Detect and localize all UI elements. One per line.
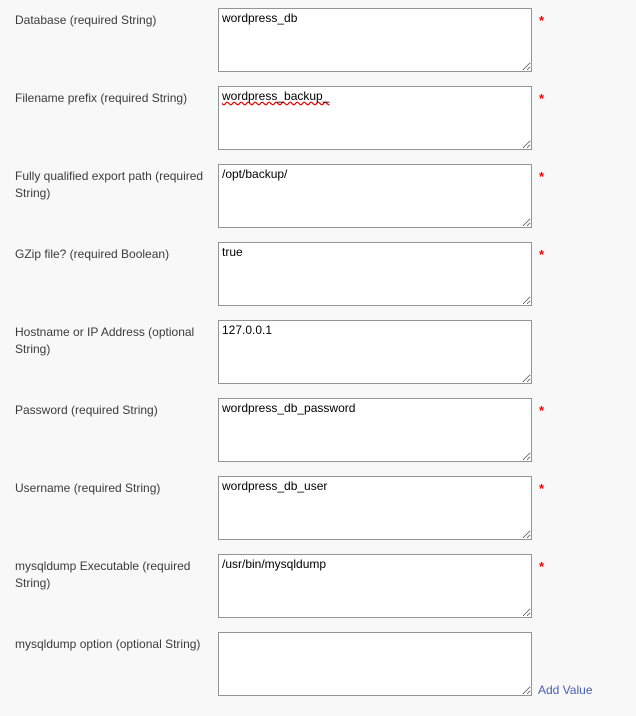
form-field-row bbox=[0, 86, 636, 150]
form-field-row bbox=[0, 554, 636, 618]
field-label: Hostname or IP Address (optional String) bbox=[15, 325, 195, 356]
form-field-row bbox=[0, 8, 636, 72]
required-asterisk: * bbox=[539, 13, 545, 28]
add-value-link[interactable]: Add Value bbox=[538, 683, 593, 697]
field-input-wrap bbox=[218, 476, 532, 540]
field-input-wrap bbox=[218, 398, 532, 462]
required-asterisk: * bbox=[539, 481, 545, 496]
form-field-row bbox=[0, 242, 636, 306]
required-asterisk: * bbox=[539, 559, 545, 574]
field-textarea[interactable] bbox=[218, 86, 532, 150]
field-input-wrap bbox=[218, 8, 532, 72]
field-input-wrap bbox=[218, 86, 532, 150]
field-input-wrap bbox=[218, 632, 532, 696]
form-field-row bbox=[0, 476, 636, 540]
field-textarea[interactable] bbox=[218, 632, 532, 696]
required-asterisk: * bbox=[539, 91, 545, 106]
required-asterisk: * bbox=[539, 169, 545, 184]
field-label: Fully qualified export path (required String) bbox=[15, 169, 204, 200]
field-label: mysqldump option (optional String) bbox=[15, 637, 201, 651]
field-label: GZip file? (required Boolean) bbox=[15, 247, 170, 261]
form-field-row bbox=[0, 164, 636, 228]
field-label: Filename prefix (required String) bbox=[15, 91, 188, 105]
required-asterisk bbox=[539, 632, 549, 638]
field-input-wrap bbox=[218, 242, 532, 306]
field-label: Database (required String) bbox=[15, 13, 157, 27]
field-textarea[interactable] bbox=[218, 554, 532, 618]
field-label: Password (required String) bbox=[15, 403, 158, 417]
field-input-wrap bbox=[218, 320, 532, 384]
required-asterisk bbox=[539, 320, 549, 326]
form-rows bbox=[0, 8, 636, 696]
field-textarea[interactable] bbox=[218, 320, 532, 384]
required-asterisk: * bbox=[539, 403, 545, 418]
field-textarea[interactable] bbox=[218, 242, 532, 306]
field-label: mysqldump Executable (required String) bbox=[15, 559, 191, 590]
field-input-wrap bbox=[218, 554, 532, 618]
form-field-row bbox=[0, 320, 636, 384]
field-textarea[interactable] bbox=[218, 476, 532, 540]
field-textarea[interactable] bbox=[218, 164, 532, 228]
field-textarea[interactable] bbox=[218, 8, 532, 72]
field-textarea[interactable] bbox=[218, 398, 532, 462]
field-label: Username (required String) bbox=[15, 481, 161, 495]
field-input-wrap bbox=[218, 164, 532, 228]
required-asterisk: * bbox=[539, 247, 545, 262]
form-field-row bbox=[0, 398, 636, 462]
